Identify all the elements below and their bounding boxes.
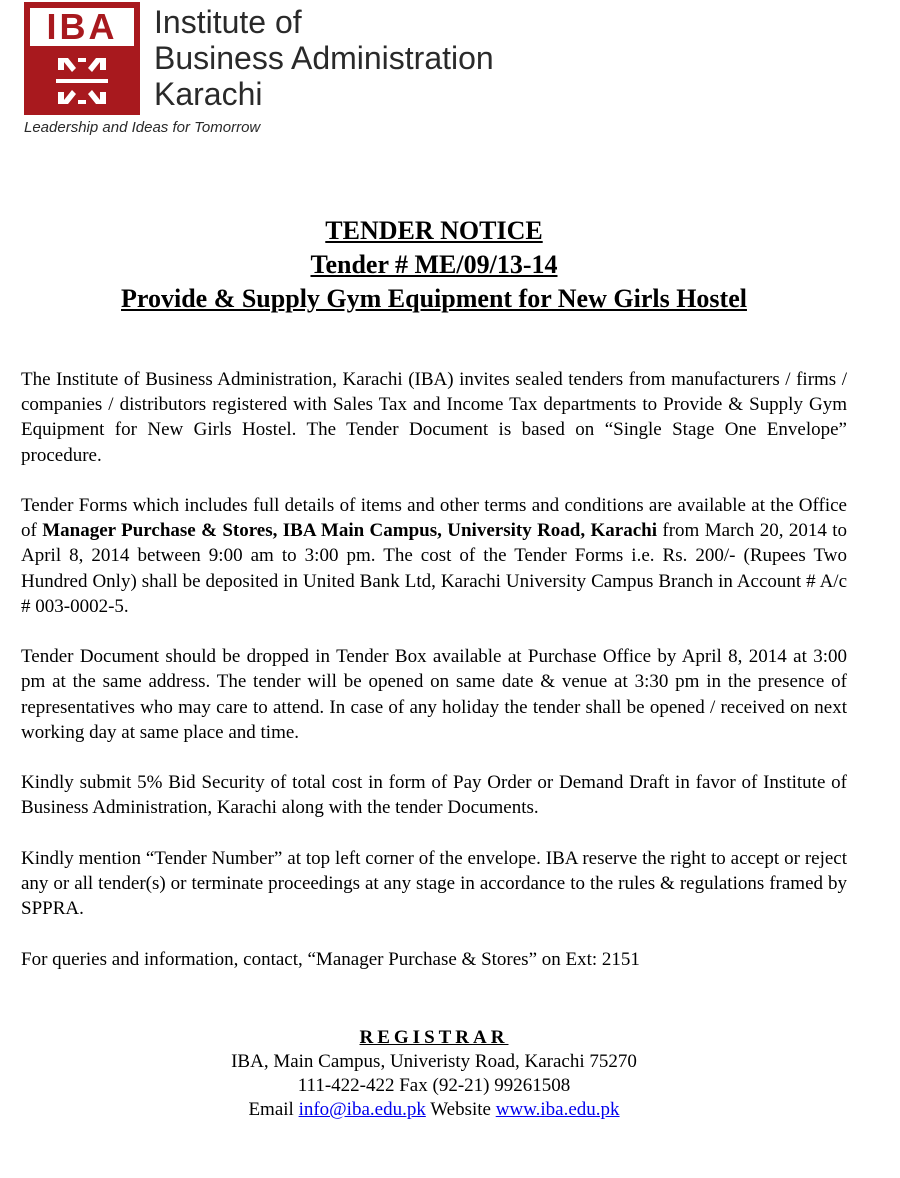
email-link[interactable]: info@iba.edu.pk [298,1099,426,1120]
tender-subject: Provide & Supply Gym Equipment for New Girls Hostel [121,284,747,313]
paragraph-tender-forms-part2: from March 20, 2014 to April 8, 2014 between 9:00 am to 3:00 pm. The cost of the Tender Forms i.e. Rs. 200/- (Rupees Two Hundred Only) shall be deposited in United Bank Ltd, Karachi University Campus Branch in Account # A/c # 003-0002-5. [21,520,847,617]
website-label: Website [425,1099,496,1120]
paragraph-submission: Tender Document should be dropped in Tender Box available at Purchase Office by April 8, 2014 at 3:00 pm at the same address. The tender will be opened on same date & venue at 3:30 pm in the presence of representatives who may care to attend. In case of any holiday the tender shall be opened / received on next working day at same place and time. [21,646,847,743]
email-label: Email [248,1099,299,1120]
paragraph-contact: For queries and information, contact, “Manager Purchase & Stores” on Ext: 2151 [21,948,640,970]
paragraph-tender-number: Kindly mention “Tender Number” at top left corner of the envelope. IBA reserve the right to accept or reject any or all tender(s) or terminate proceedings at any stage in accordance to the rules & regulations framed by SPPRA. [21,847,847,920]
website-link[interactable]: www.iba.edu.pk [495,1099,620,1120]
institute-name-line2: Business Administration [154,40,494,76]
notice-body [21,367,847,997]
tagline: Leadership and Ideas for Tomorrow [24,119,261,136]
title-block [0,214,868,316]
notice-title: TENDER NOTICE [325,216,543,245]
paragraph-tender-forms-part1: Tender Forms which includes full details of items and other terms and conditions are available at the Office of [21,495,847,542]
logo-emblem-icon [54,56,110,106]
registrar-phone: 111-422-422 Fax (92-21) 99261508 [297,1075,571,1096]
purchase-office-address: Manager Purchase & Stores, IBA Main Campus, University Road, Karachi [42,520,658,542]
paragraph-tender-forms [21,493,847,619]
institute-name-line1: Institute of [154,4,302,40]
registrar-address: IBA, Main Campus, Univeristy Road, Karachi 75270 [231,1051,637,1072]
paragraph-bid-security: Kindly submit 5% Bid Security of total cost in form of Pay Order or Demand Draft in favor of Institute of Business Administration, Karachi along with the tender Documents. [21,772,847,819]
institute-name-line3: Karachi [154,76,263,112]
institute-name [154,4,494,112]
registrar-contact-line [0,1098,868,1122]
iba-logo [24,2,140,115]
logo-text: IBA [30,8,134,46]
tender-number: Tender # ME/09/13-14 [310,250,558,279]
registrar-footer [0,1026,868,1122]
paragraph-invitation: The Institute of Business Administration, Karachi (IBA) invites sealed tenders from manufacturers / firms / companies / distributors registered with Sales Tax and Income Tax departments to Provide & Supply Gym Equipment for New Girls Hostel. The Tender Document is based on “Single Stage One Envelope” procedure. [21,369,847,466]
registrar-title: REGISTRAR [359,1027,509,1048]
